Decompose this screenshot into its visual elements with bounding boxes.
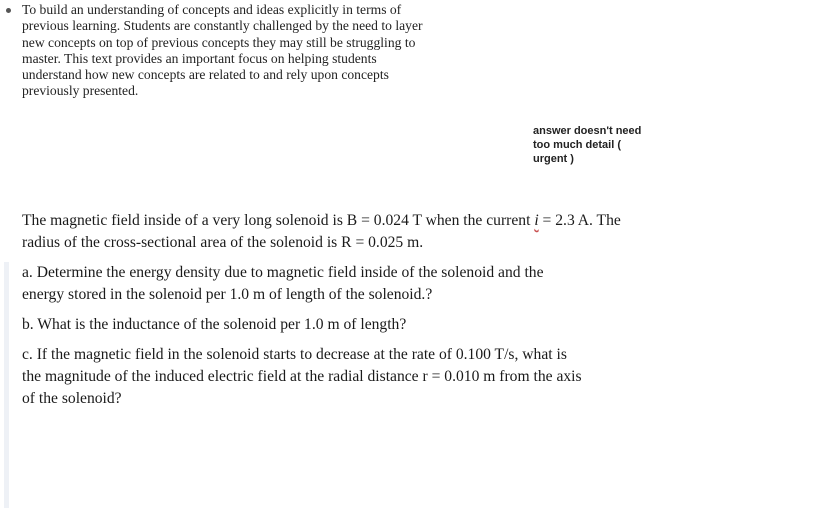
question-part-b: b. What is the inductance of the solenoid per 1.0 m of length? <box>22 316 407 333</box>
student-note: answer doesn't need too much detail ( urgent ) <box>533 125 642 165</box>
learning-goal-text: To build an understanding of concepts and ideas explicitly in terms of previous learning. Students are constantly challenged by the need to layer new concepts on top of previous concepts they may still be struggling to master. This text provides an important focus on helping students understand how new concepts are related to and rely upon concepts previously presented. <box>22 2 423 99</box>
question-parts <box>4 262 609 508</box>
learning-goal-bullet <box>6 2 426 100</box>
question-part-c: c. If the magnetic field in the solenoid starts to decrease at the rate of 0.100 T/s, what is the magnitude of the induced electric field at the radial distance r = 0.010 m from the axis of the solenoid? <box>22 346 582 407</box>
question-part-a: a. Determine the energy density due to magnetic field inside of the solenoid and the energy stored in the solenoid per 1.0 m of length of the solenoid.? <box>22 264 544 303</box>
current-symbol: i <box>534 212 539 229</box>
question-intro-before: The magnetic field inside of a very long solenoid is B = 0.024 T when the current <box>22 212 535 229</box>
question-block <box>22 210 622 254</box>
question-intro <box>22 210 622 254</box>
bullet-icon <box>6 8 11 13</box>
question-intro-after: = 2.3 A. The radius of the cross-sectional area of the solenoid is R = 0.025 m. <box>22 212 621 251</box>
